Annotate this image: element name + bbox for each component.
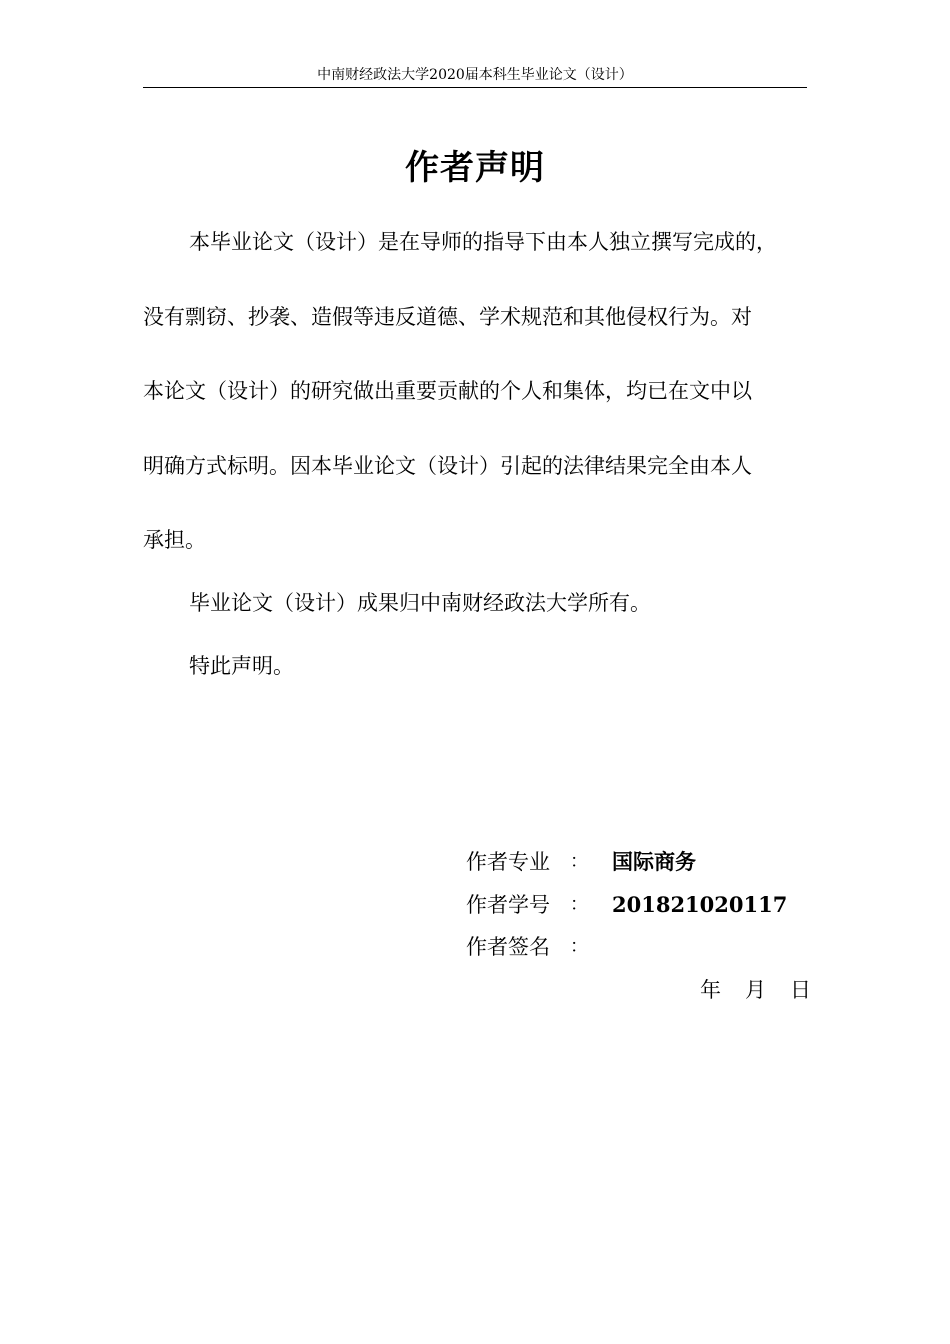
declaration-closing: 特此声明。 <box>189 654 294 678</box>
paragraph-line: 没有剽窃、抄袭、造假等违反道德、学术规范和其他侵权行为。对 <box>143 305 752 329</box>
colon: ： <box>570 894 588 915</box>
date-month: 月 <box>745 978 766 1002</box>
author-major-value: 国际商务 <box>612 849 696 874</box>
date-year: 年 <box>700 978 721 1002</box>
page-title: 作者声明 <box>405 148 545 188</box>
author-signature-label: 作者签名 <box>466 935 550 959</box>
author-id-label: 作者学号 <box>466 893 550 917</box>
ownership-paragraph: 毕业论文（设计）成果归中南财经政法大学所有。 <box>189 591 651 615</box>
paragraph-line: 承担。 <box>143 528 206 552</box>
date-day: 日 <box>790 978 811 1002</box>
header-rule <box>143 87 807 88</box>
date-row <box>700 976 811 1004</box>
paragraph-line: 本毕业论文（设计）是在导师的指导下由本人独立撰写完成的， <box>189 230 777 254</box>
author-major-label: 作者专业 <box>466 850 550 874</box>
paragraph-line: 明确方式标明。因本毕业论文（设计）引起的法律结果完全由本人 <box>143 454 752 478</box>
page-header: 中南财经政法大学2020届本科生毕业论文（设计） <box>317 67 633 83</box>
paragraph-line: 本论文（设计）的研究做出重要贡献的个人和集体，均已在文中以 <box>143 379 752 403</box>
colon: ： <box>570 851 588 872</box>
colon: ： <box>570 936 588 957</box>
author-id-value: 201821020117 <box>612 892 788 917</box>
